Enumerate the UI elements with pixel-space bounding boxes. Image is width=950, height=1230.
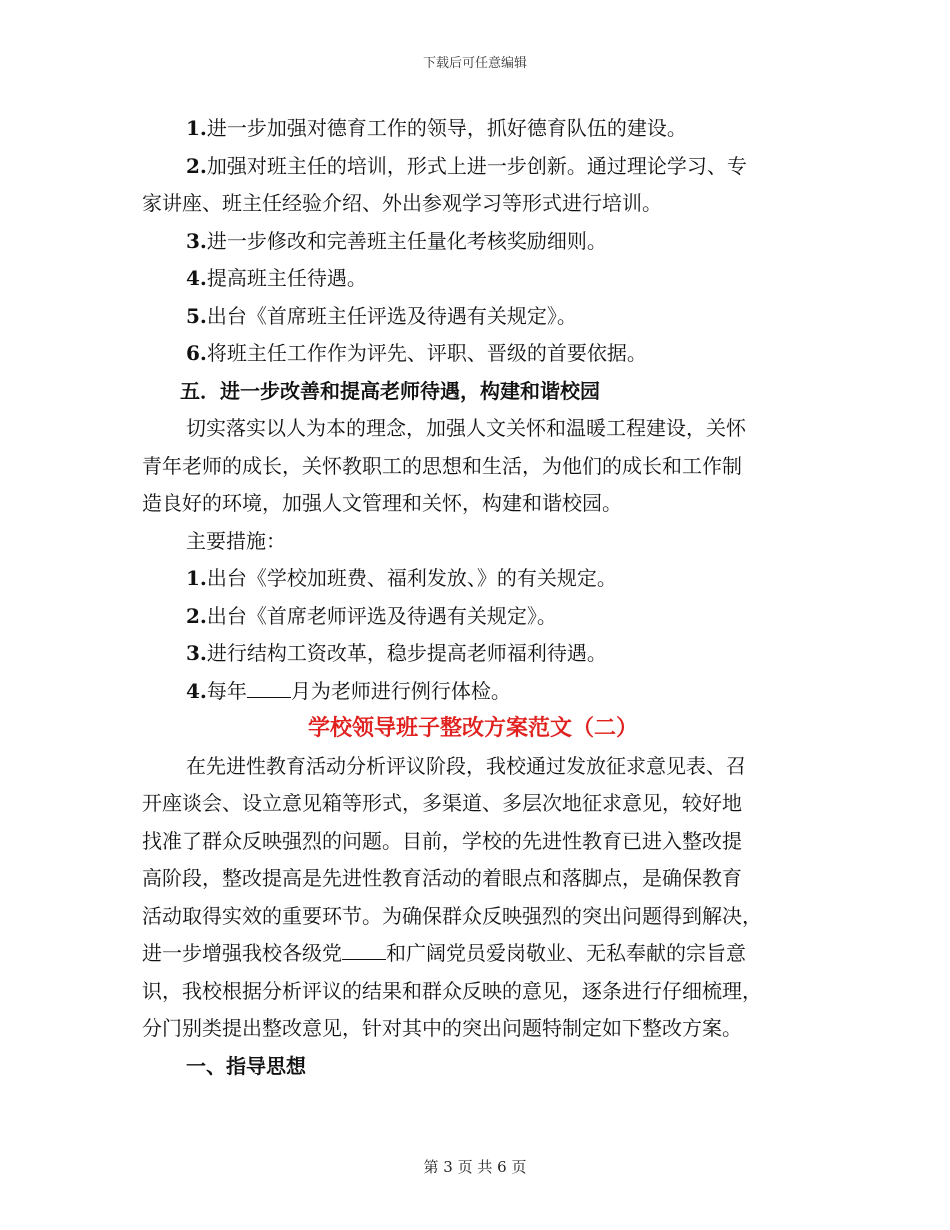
- paragraph-line: 在先进性教育活动分析评议阶段，我校通过发放征求意见表、召: [186, 753, 746, 778]
- header-note: 下载后可任意编辑: [422, 56, 527, 71]
- paragraph-line: 活动取得实效的重要环节。为确保群众反映强烈的突出问题得到解决，: [142, 903, 762, 928]
- list-item-continuation: 家讲座、班主任经验介绍、外出参观学习等形式进行培训。: [142, 191, 662, 215]
- paragraph-line: 切实落实以人为本的理念，加强人文关怀和温暖工程建设，关怀: [186, 416, 746, 440]
- paragraph-line: 找准了群众反映强烈的问题。目前，学校的先进性教育已进入整改提: [142, 828, 742, 853]
- measures-label: 主要措施：: [186, 528, 286, 553]
- paragraph-line: 分门别类提出整改意见，针对其中的突出问题特制定如下整改方案。: [142, 1016, 742, 1040]
- paragraph-line: 识，我校根据分析评议的结果和群众反映的意见，逐条进行仔细梳理，: [142, 978, 762, 1003]
- list-item: 4.每年 月为老师进行例行体检。: [186, 678, 511, 703]
- page-number: 第 3 页 共 6 页: [423, 1158, 527, 1176]
- section-heading: 五．进一步改善和提高老师待遇，构建和谐校园: [180, 378, 600, 403]
- list-item: 3.进一步修改和完善班主任量化考核奖励细则。: [186, 228, 607, 253]
- section-heading: 一、指导思想: [186, 1053, 306, 1078]
- list-item: 4.提高班主任待遇。: [186, 266, 367, 290]
- list-item: 1.出台《学校加班费、福利发放、》的有关规定。: [186, 566, 617, 590]
- paragraph-line: 进一步增强我校各级党 和广阔党员爱岗敬业、无私奉献的宗旨意: [142, 941, 746, 965]
- list-item: 6.将班主任工作作为评先、评职、晋级的首要依据。: [186, 341, 647, 365]
- paragraph-line: 青年老师的成长，关怀教职工的思想和生活，为他们的成长和工作制: [142, 453, 742, 478]
- list-item: 1.进一步加强对德育工作的领导，抓好德育队伍的建设。: [186, 116, 687, 140]
- document-body: [142, 110, 804, 1085]
- list-item: 5.出台《首席班主任评选及待遇有关规定》。: [186, 303, 577, 328]
- fill-blank: [342, 941, 386, 960]
- list-item: 2.加强对班主任的培训，形式上进一步创新。通过理论学习、专: [186, 153, 747, 178]
- paragraph-line: 开座谈会、设立意见箱等形式，多渠道、多层次地征求意见，较好地: [142, 791, 742, 815]
- paragraph-line: 造良好的环境，加强人文管理和关怀，构建和谐校园。: [142, 491, 622, 515]
- fill-blank: [247, 679, 291, 698]
- list-item: 2.出台《首席老师评选及待遇有关规定》。: [186, 603, 557, 628]
- paragraph-line: 高阶段，整改提高是先进性教育活动的着眼点和落脚点，是确保教育: [142, 866, 742, 890]
- list-item: 3.进行结构工资改革，稳步提高老师福利待遇。: [186, 641, 607, 665]
- document-title: 学校领导班子整改方案范文（二）: [307, 715, 638, 741]
